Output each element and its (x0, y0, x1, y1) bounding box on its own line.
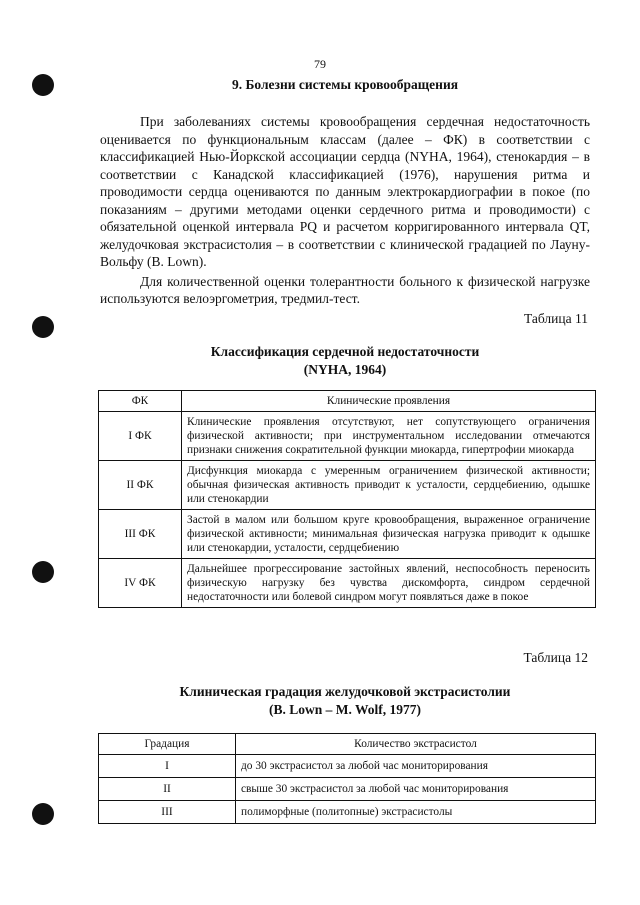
grade-cell: I (99, 755, 236, 778)
page-number: 79 (314, 57, 326, 71)
table11-title-line2: (NYHA, 1964) (303, 361, 387, 377)
count-cell: до 30 экстрасистол за любой час мониторирования (236, 755, 596, 778)
intro-text (100, 113, 590, 308)
clinical-cell: Застой в малом или большом круге кровообращения, выраженное ограничение физической активности; минимальная физическая нагрузка приводит к одышке или стенокардии, усталости, сердцебиению (182, 510, 596, 559)
column-header-grade: Градация (99, 734, 236, 755)
table-row (99, 412, 596, 461)
table12-title (100, 683, 590, 718)
count-cell: свыше 30 экстрасистол за любой час мониторирования (236, 778, 596, 801)
intro-paragraph: Для количественной оценки толерантности больного к физической нагрузке используются велоэргометрия, тредмил-тест. (100, 273, 590, 306)
clinical-cell: Дальнейшее прогрессирование застойных явлений, неспособность переносить физическую нагрузку без чувства дискомфорта, синдром сердечной недостаточности или болевой синдром могут появляться даже в покое (182, 559, 596, 608)
grade-cell: II (99, 778, 236, 801)
punch-hole-2 (32, 316, 54, 338)
table-row (99, 510, 596, 559)
table-row (99, 801, 596, 824)
fk-cell: II ФК (99, 461, 182, 510)
heart-failure-classification-table (98, 390, 596, 608)
table12-title-line1: Клиническая градация желудочковой экстрасистолии (179, 684, 511, 699)
fk-cell: III ФК (99, 510, 182, 559)
fk-cell: IV ФК (99, 559, 182, 608)
table-row (99, 461, 596, 510)
clinical-cell: Дисфункция миокарда с умеренным ограничением физической активности; обычная физическая активность приводит к усталости, сердцебиению, одышке или стенокардии (182, 461, 596, 510)
table11-title-line1: Классификация сердечной недостаточности (210, 344, 480, 359)
punch-hole-1 (32, 74, 54, 96)
extrasystole-gradation-table (98, 733, 596, 824)
table11-label: Таблица 11 (524, 311, 588, 326)
table12-title-line2: (B. Lown – M. Wolf, 1977) (268, 701, 421, 717)
fk-cell: I ФК (99, 412, 182, 461)
punch-hole-3 (32, 561, 54, 583)
intro-paragraph: При заболеваниях системы кровообращения сердечная недостаточность оценивается по функциональным классам (далее – ФК) в соответствии с классификацией Нью-Йоркской ассоциации сердца (NYHA, 1964), стенокардия – в соответствии с Канадской классификацией (1976), нарушения ритма и проводимости сердца оцениваются по данным электрокардиографии в покое (по показаниям – другими методами оценки сердечного ритма и проводимости) с обязательной оценкой интервала PQ и расчетом корригированного интервала QT, желудочковая экстрасистолия – в соответствии с клинической градацией по Лауну-Вольфу (B. Lown). (100, 114, 590, 269)
table-row (99, 755, 596, 778)
column-header-clinical: Клинические проявления (182, 391, 596, 412)
table12-label: Таблица 12 (523, 650, 588, 665)
table-row (99, 559, 596, 608)
clinical-cell: Клинические проявления отсутствуют, нет сопутствующего ограничения физической активности; при инструментальном исследовании отмечаются признаки снижения сократительной функции миокарда, гипертрофии миокарда (182, 412, 596, 461)
count-cell: полиморфные (политопные) экстрасистолы (236, 801, 596, 824)
table11-title (100, 343, 590, 378)
table-row (99, 778, 596, 801)
punch-hole-4 (32, 803, 54, 825)
column-header-count: Количество экстрасистол (236, 734, 596, 755)
grade-cell: III (99, 801, 236, 824)
table-header-row (99, 734, 596, 755)
column-header-fk: ФК (99, 391, 182, 412)
table-header-row (99, 391, 596, 412)
section-title: 9. Болезни системы кровообращения (231, 77, 459, 92)
